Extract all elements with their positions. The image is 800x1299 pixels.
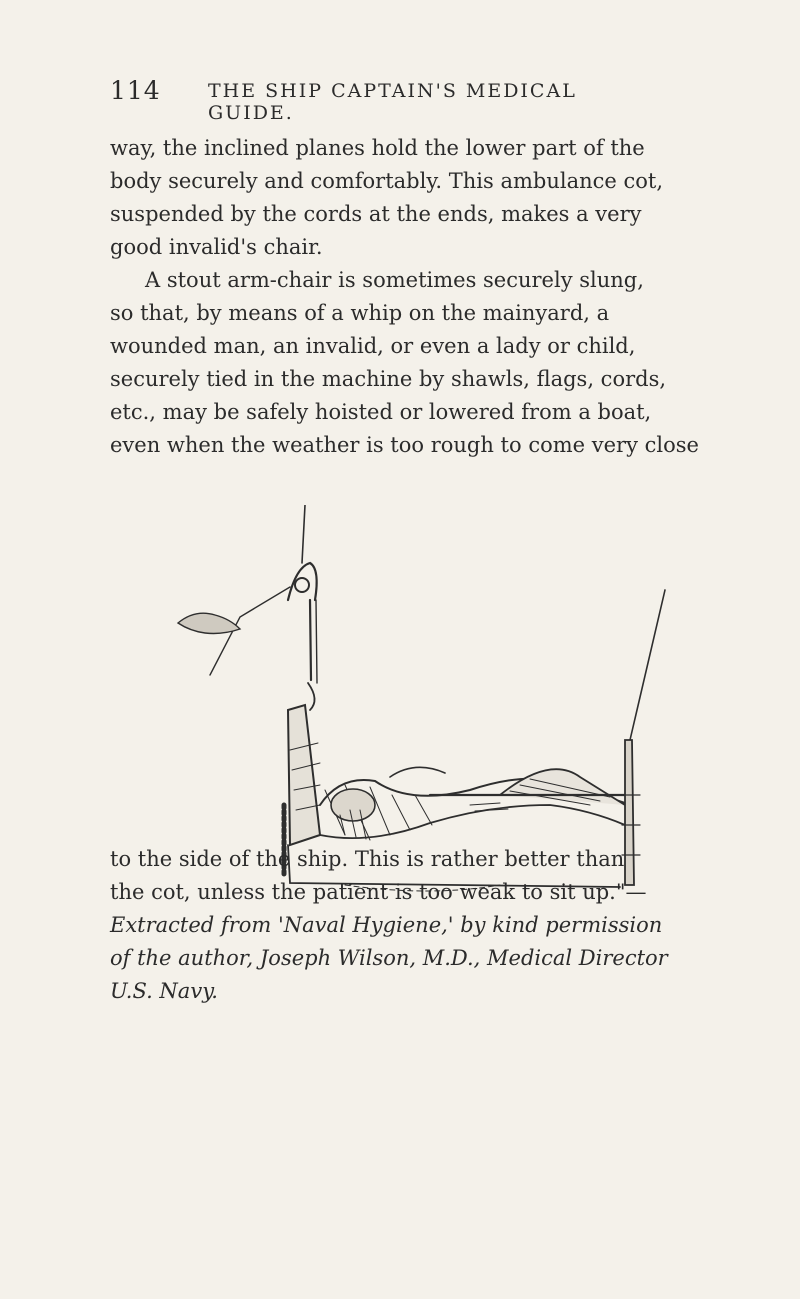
text-line: even when the weather is too rough to come very close: [110, 433, 699, 457]
ambulance-cot-illustration: [170, 505, 690, 895]
running-title: THE SHIP CAPTAIN'S MEDICAL GUIDE.: [208, 80, 577, 124]
text-line: A stout arm-chair is sometimes securely slung,: [145, 268, 644, 292]
text-line: good invalid's chair.: [110, 235, 323, 259]
text-line: securely tied in the machine by shawls, flags, cords,: [110, 367, 667, 391]
text-line: to the side of the ship. This is rather better than: [110, 847, 625, 871]
paragraph-bottom: [110, 843, 740, 1008]
text-line: wounded man, an invalid, or even a lady or child,: [110, 334, 636, 358]
page-number: 114: [110, 76, 161, 105]
text-line: so that, by means of a whip on the mainyard, a: [110, 301, 610, 325]
running-head: [110, 76, 650, 124]
citation-line: U.S. Navy.: [110, 979, 218, 1003]
text-line: way, the inclined planes hold the lower part of the: [110, 136, 645, 160]
citation-line: Extracted from 'Naval Hygiene,' by kind permission: [110, 913, 663, 937]
pulley-block: [288, 563, 317, 600]
paragraph-top: [110, 132, 740, 462]
left-suspension-cord: [302, 505, 305, 563]
text-line: suspended by the cords at the ends, makes a very: [110, 202, 642, 226]
citation-line: of the author, Joseph Wilson, M.D., Medical Director: [110, 946, 668, 970]
right-suspension-cord: [630, 590, 665, 740]
text-line: the cot, unless the patient is too weak to sit up."—: [110, 880, 647, 904]
text-line: body securely and comfortably. This ambulance cot,: [110, 169, 664, 193]
ambulance-cot-drawing: [170, 505, 690, 895]
text-line: etc., may be safely hoisted or lowered from a boat,: [110, 400, 652, 424]
